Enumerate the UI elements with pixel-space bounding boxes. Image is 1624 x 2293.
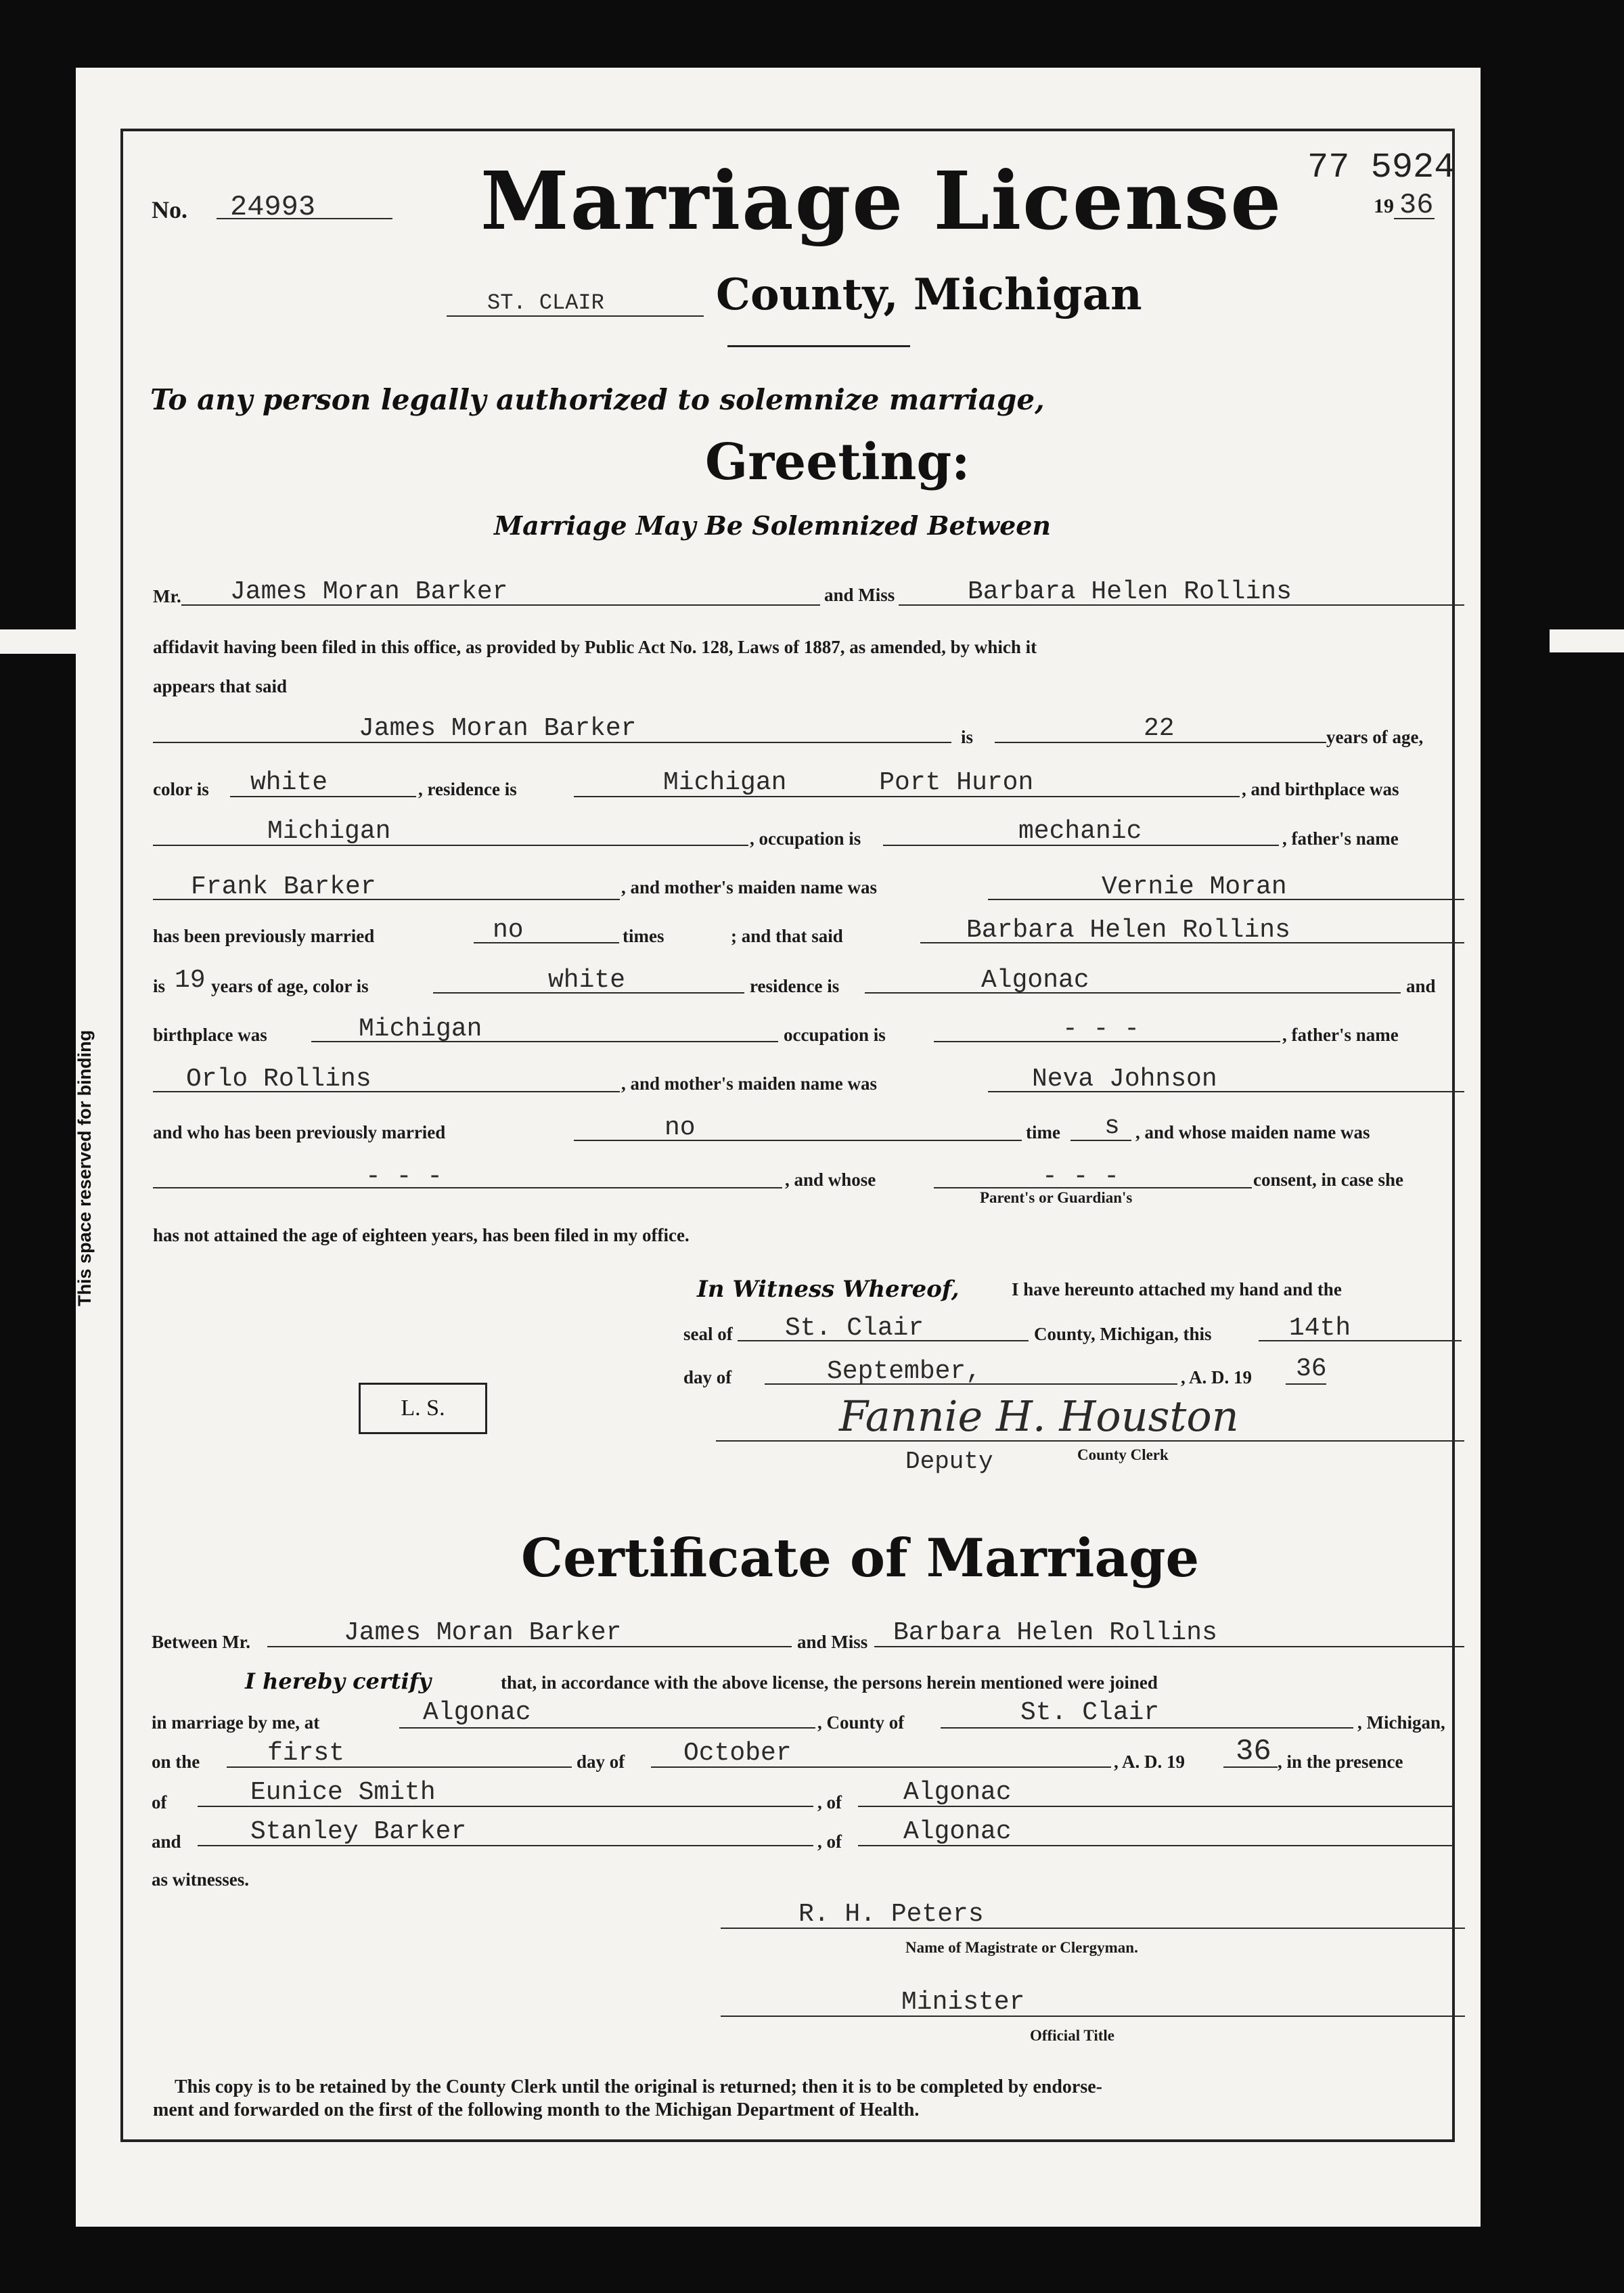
witness2-name: Stanley Barker [250,1817,467,1846]
affidavit-text: affidavit having been filed in this office, as provided by Public Act No. 128, Laws of 1887, as amended, by which it [153,637,1037,657]
cert-and-miss-label: and Miss [797,1632,868,1652]
cert-michigan-label: , Michigan, [1357,1712,1445,1733]
license-title: Marriage License [480,154,1283,248]
solemnized-subtitle: Marriage May Be Solemnized Between [494,510,1052,541]
certify-label: I hereby certify [245,1668,432,1694]
county-mich-label: County, Michigan, this [1034,1324,1212,1344]
birthplace-label: , and birthplace was [1242,779,1399,799]
groom-prev-married: no [493,916,524,945]
bride-prev-married-line [574,1140,1022,1141]
deputy-label: Deputy [905,1448,993,1475]
bride-birthplace: Michigan [359,1015,482,1044]
color-label: color is [153,779,209,799]
groom-residence: Michigan Port Huron [663,768,1034,797]
cert-month: October [683,1739,792,1768]
mr-label: Mr. [153,586,181,606]
ls-label: L. S. [401,1396,445,1421]
license-month: September, [827,1357,982,1386]
and-miss-label: and Miss [824,585,895,605]
bride-name-line [899,604,1464,606]
bride-name-2: Barbara Helen Rollins [966,916,1290,945]
license-number-label: No. [152,196,187,223]
license-ad-label: , A. D. 19 [1181,1367,1253,1387]
bride-occupation-label: occupation is [784,1025,886,1045]
witness-whereof-label: In Witness Whereof, [697,1276,960,1303]
bride-name: Barbara Helen Rollins [968,577,1292,606]
witness1-place-line [858,1806,1453,1807]
license-day: 14th [1289,1314,1351,1343]
bride-mother-line [988,1091,1464,1092]
license-month-line [765,1383,1177,1385]
groom-mother: Vernie Moran [1102,872,1287,901]
groom-residence-line [574,796,1240,797]
cert-groom-name: James Moran Barker [344,1618,622,1647]
day-of-label: day of [683,1367,732,1387]
witness1-of-label: , of [817,1792,842,1812]
groom-name-2: James Moran Barker [359,714,637,743]
groom-birthplace: Michigan [267,817,391,846]
residence-label: , residence is [418,779,517,799]
consent-line [934,1187,1252,1188]
cert-year-line [1223,1766,1278,1768]
bride-residence: Algonac [981,966,1089,995]
official-title-value: Minister [901,1988,1025,2017]
times-label: times [623,926,664,946]
groom-age: 22 [1144,714,1175,743]
consent-value: - - - [1042,1162,1120,1191]
birthplace-was-label: birthplace was [153,1025,267,1045]
groom-occupation: mechanic [1018,817,1142,846]
cert-bride-line [874,1646,1464,1647]
cert-place-line [399,1727,815,1729]
bride-occupation-line [934,1041,1280,1042]
cert-place: Algonac [423,1698,531,1727]
presence-label: , in the presence [1278,1752,1403,1772]
bride-residence-label: residence is [750,976,840,996]
bride-color: white [548,966,626,995]
groom-father: Frank Barker [191,872,376,901]
groom-name: James Moran Barker [230,577,508,606]
bride-times: s [1104,1112,1120,1141]
officiant-label: Name of Magistrate or Clergyman. [905,1939,1138,1956]
as-witnesses-label: as witnesses. [152,1869,250,1890]
and-whose-label: , and whose [785,1170,876,1190]
groom-age-line [995,742,1326,743]
and-label: and [1406,976,1436,996]
cert-day-line [227,1766,572,1768]
county-clerk-label: County Clerk [1077,1446,1169,1463]
seal-county: St. Clair [785,1314,924,1343]
stamp-number: 77 5924 [1307,148,1456,187]
footer-line-2: ment and forwarded on the first of the following month to the Michigan Department of Health. [153,2099,920,2120]
between-label: Between Mr. [152,1632,250,1652]
consent-label: consent, in case she [1253,1170,1403,1190]
witness2-of-label: , of [817,1831,842,1852]
county-line [447,315,704,317]
bride-mother: Neva Johnson [1032,1065,1217,1094]
county-heading: County, Michigan [716,269,1142,320]
of-label: of [152,1792,167,1812]
officiant-line [721,1928,1465,1929]
license-year: 36 [1296,1354,1327,1383]
bride-father-line [153,1091,620,1092]
bride-mothers-label: , and mother's maiden name was [621,1073,878,1094]
groom-prev-married-line [474,942,619,943]
witness1-place: Algonac [903,1778,1012,1807]
fathers-name-label: , father's name [1282,828,1399,849]
cert-day: first [267,1739,345,1768]
bride-father: Orlo Rollins [186,1065,371,1094]
witness2-line [198,1845,813,1846]
header-divider [727,345,910,347]
cert-and-label: and [152,1831,181,1852]
in-marriage-label: in marriage by me, at [152,1712,320,1733]
salutation-line: To any person legally authorized to solemnize marriage, [150,383,1045,416]
cert-ad-label: , A. D. 19 [1114,1752,1186,1772]
header-year-line [1394,218,1435,219]
year-prefix: 19 [1374,195,1394,217]
cert-county-line [941,1727,1353,1729]
greeting-heading: Greeting: [705,433,970,491]
and-that-said-label: ; and that said [731,926,843,946]
time-label: time [1026,1122,1060,1142]
bride-prev-married: no [664,1113,696,1142]
bride-occupation: - - - [1062,1015,1140,1044]
header-year: 36 [1399,189,1434,221]
officiant-name: R. H. Peters [798,1900,984,1929]
whose-maiden-label: , and whose maiden name was [1135,1122,1370,1142]
cert-month-line [651,1766,1111,1768]
prev-married-label: has been previously married [153,926,375,946]
seal-county-line [738,1340,1029,1341]
appears-text: appears that said [153,676,288,696]
who-prev-married-label: and who has been previously married [153,1122,446,1142]
bride-color-line [433,992,744,994]
witness2-place-line [858,1845,1453,1846]
witness-hand-text: I have hereunto attached my hand and the [1012,1279,1342,1299]
groom-name-line [181,604,820,606]
groom-father-line [153,899,620,900]
groom-occupation-line [883,845,1279,846]
occupation-label: , occupation is [750,828,861,849]
certify-text: that, in accordance with the above license, the persons herein mentioned were joined [501,1672,1158,1693]
bride-age: 19 [175,966,206,995]
license-number-line [217,218,392,219]
groom-name-2-line [153,742,951,743]
groom-color-line [230,796,416,797]
bride-birthplace-line [311,1041,778,1042]
eighteen-text: has not attained the age of eighteen years, has been filed in my office. [153,1225,690,1245]
witness1-line [198,1806,813,1807]
bride-name-2-line [920,942,1464,943]
seal-of-label: seal of [683,1324,733,1344]
cert-year: 36 [1236,1735,1271,1768]
license-year-line [1286,1383,1326,1385]
cert-county: St. Clair [1020,1698,1160,1727]
groom-birthplace-line [153,845,748,846]
witness1-name: Eunice Smith [250,1778,436,1807]
groom-color: white [250,768,328,797]
license-number: 24993 [230,191,316,223]
footer-line-1: This copy is to be retained by the County Clerk until the original is returned; then it is to be completed by endorse- [175,2076,1102,2097]
edge-notch-left [0,629,76,654]
groom-mother-line [988,899,1464,900]
bride-times-line [1070,1140,1131,1141]
license-day-line [1259,1340,1462,1341]
clerk-signature-line [716,1440,1464,1442]
clerk-signature: Fannie H. Houston [839,1392,1239,1441]
official-title-line [721,2016,1465,2017]
cert-bride-name: Barbara Helen Rollins [893,1618,1217,1647]
county-value: ST. CLAIR [487,290,604,315]
witness2-place: Algonac [903,1817,1012,1846]
binding-note: This space reserved for binding [74,1029,95,1306]
county-of-label: , County of [817,1712,905,1733]
parents-guardians-label: Parent's or Guardian's [980,1189,1133,1206]
bride-fathers-label: , father's name [1282,1025,1399,1045]
is-label: is [961,727,974,747]
ls-seal-box [359,1383,487,1434]
bride-residence-line [865,992,1401,994]
mothers-maiden-label: , and mother's maiden name was [621,877,878,897]
on-the-label: on the [152,1752,200,1772]
cert-day-of-label: day of [577,1752,625,1772]
years-of-age-label: years of age, [1326,727,1424,747]
bride-maiden-name: - - - [365,1162,443,1191]
cert-groom-line [267,1646,792,1647]
official-title-label: Official Title [1030,2027,1114,2044]
bride-maiden-name-line [153,1187,782,1188]
is-label-2: is [153,976,166,996]
edge-notch-right [1550,629,1624,652]
bride-age-color-label: years of age, color is [211,976,369,996]
certificate-title: Certificate of Marriage [521,1528,1200,1589]
